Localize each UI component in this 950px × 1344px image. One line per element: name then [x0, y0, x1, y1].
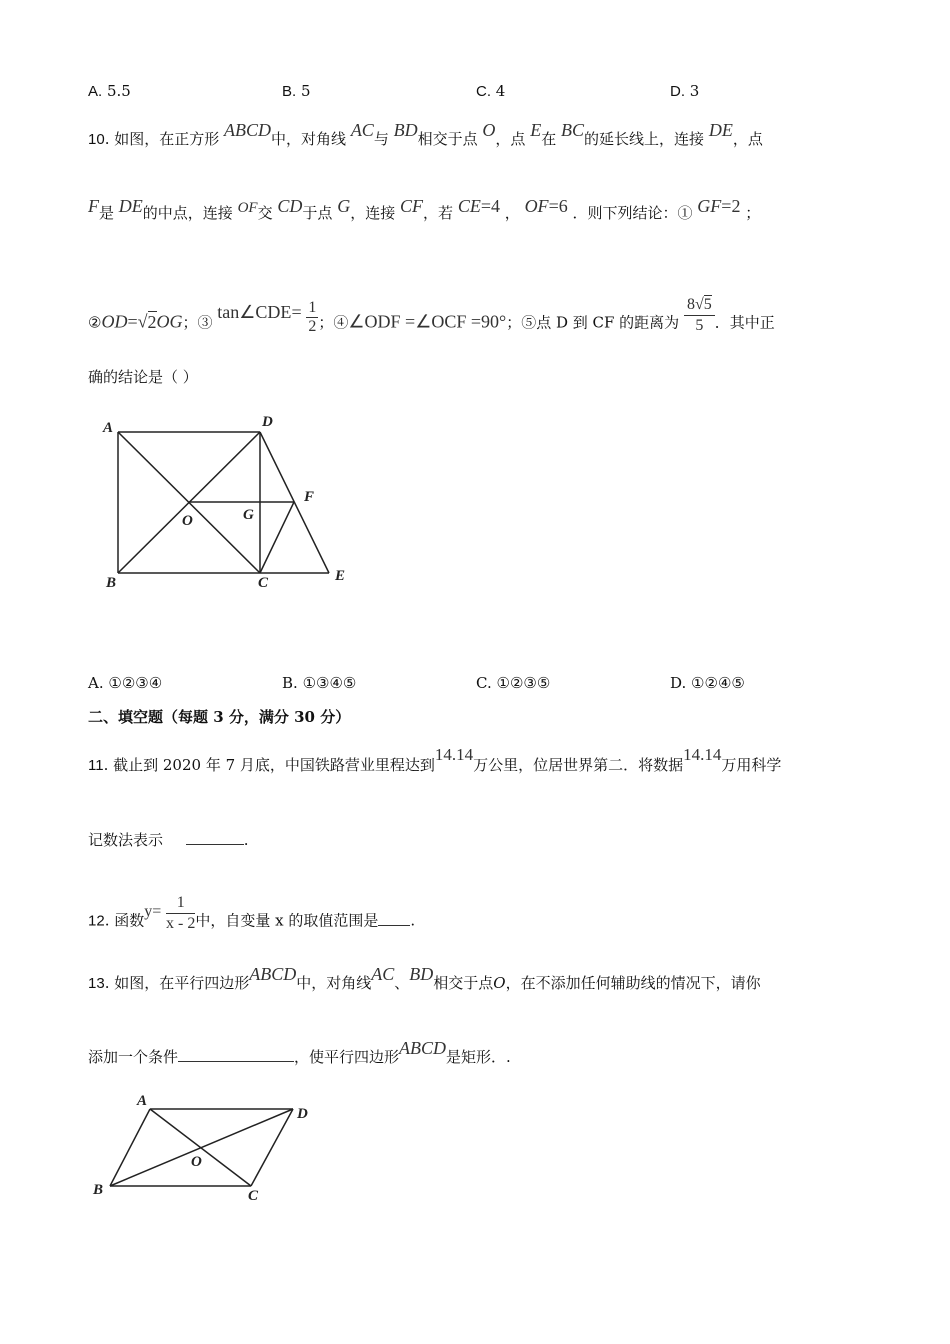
frac-one-half: $\frac{1}{2}$ [308, 299, 317, 335]
q12-line: 12. 函数y= $\frac{1}{x - 2}$ 中，自变量 x 的取值范围是 . [88, 894, 416, 932]
label-e: E [335, 568, 346, 584]
q10-option-d: D. ①②④⑤ [670, 674, 745, 692]
q13-line2: 添加一个条件 ，使平行四边形ABCD是矩形．. [88, 1038, 511, 1066]
label-c: C [258, 575, 269, 591]
q10-option-c: C. ①②③⑤ [476, 674, 551, 692]
frac-1-over-x-minus-2: $\frac{1}{x - 2}$ [166, 894, 196, 932]
label-d: D [297, 1106, 308, 1122]
q10-line3: ②OD=√2OG；③ tan∠CDE= $\frac{1}{2}$ ；④∠ODF =∠OCF =90°；⑤点 D 到 CF 的距离为 $\frac{8√5}{5}$ ．其中正 [88, 296, 775, 335]
label-o: O [182, 513, 193, 529]
label-a: A [137, 1093, 148, 1109]
q10-line1: 10. 如图，在正方形 ABCD中，对角线 AC与 BD相交于点 O，点 E在 BC的延长线上，连接 DE，点 [88, 120, 763, 148]
q11-line1: 11. 截止到 2020 年 7 月底，中国铁路营业里程达到14.14万公里，位居世界第二．将数据14.14万用科学 [88, 745, 782, 774]
q10-square-figure [95, 408, 360, 593]
q10-line2: F是 DE的中点，连接 OF交 CD于点 G，连接 CF，若 CE=4 ， OF=6 ．则下列结论：① GF=2 ； [88, 196, 761, 222]
q13-line1: 13. 如图，在平行四边形ABCD中，对角线AC、BD相交于点O，在不添加任何辅助线的情况下，请你 [88, 964, 761, 992]
label-b: B [106, 575, 117, 591]
q13-parallelogram-figure [88, 1088, 328, 1208]
label-d: D [262, 414, 273, 430]
label-o: O [191, 1154, 202, 1170]
q10-option-b: B. ①③④⑤ [282, 674, 357, 692]
sqrt-sign: √ [137, 311, 148, 332]
label-b: B [93, 1182, 104, 1198]
q12-answer-blank[interactable] [378, 911, 410, 926]
q13-answer-blank[interactable] [178, 1047, 294, 1062]
frac-8sqrt5-over-5: $\frac{8√5}{5}$ [684, 295, 715, 336]
q9-option-c: C. 4 [476, 82, 506, 100]
label-a: A [103, 420, 114, 436]
q9-option-a: A. 5.5 [88, 82, 131, 100]
q10-option-a: A. ①②③④ [88, 674, 163, 692]
q11-line2: 记数法表示 . [88, 831, 249, 849]
label-f: F [304, 489, 315, 505]
label-c: C [248, 1188, 259, 1204]
section-title: 二、填空题（每题 3 分，满分 30 分） [88, 708, 351, 726]
q9-option-d: D. 3 [670, 82, 700, 100]
q11-answer-blank[interactable] [186, 830, 244, 845]
label-g: G [243, 507, 254, 523]
q9-option-b: B. 5 [282, 82, 311, 100]
q10-line4: 确的结论是（ ） [88, 368, 198, 386]
